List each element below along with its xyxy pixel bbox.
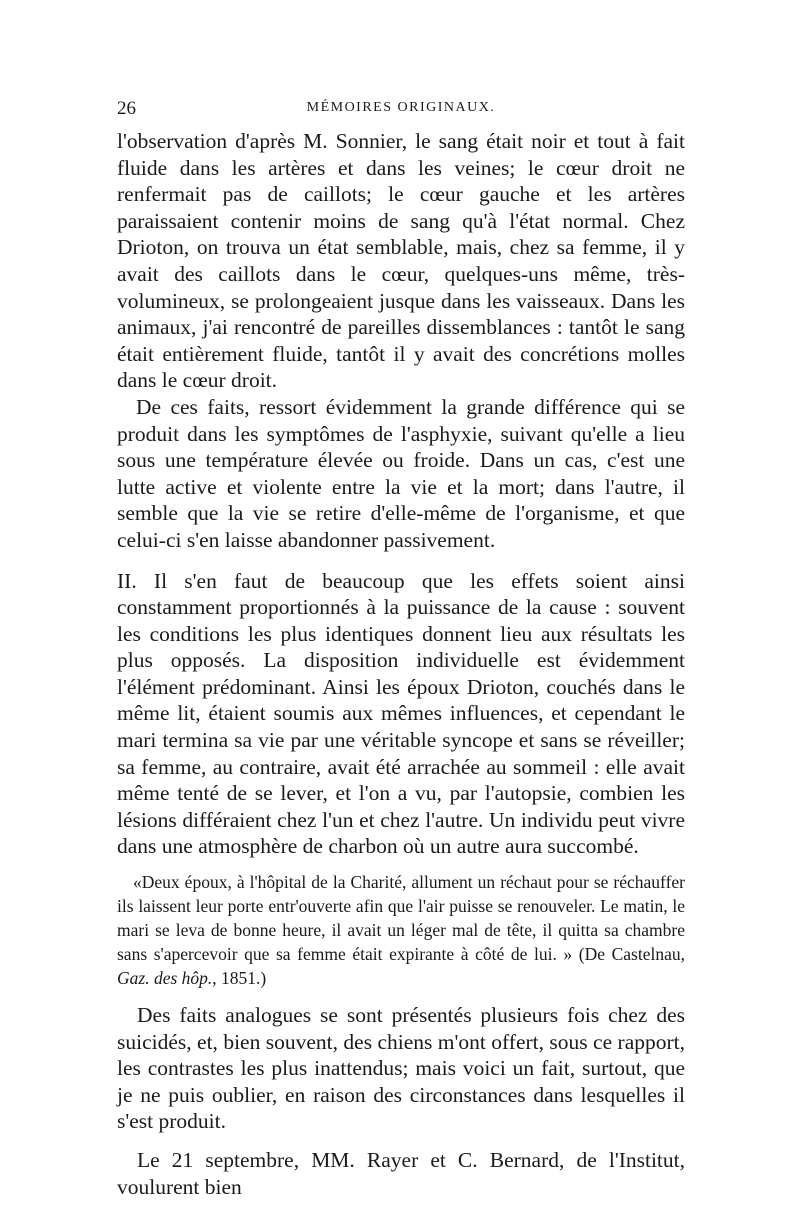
paragraph-asphyxie: De ces faits, ressort évidemment la grande différence qui se produit dans les symptômes de l'asphyxie, suivant qu'elle a lieu sous une température élevée ou froide. Dans un cas, c'est une lutte active et violente entre la vie et la mort; dans l'autre, il semble que la vie se retire d'elle-même de l'organisme, et que celui-ci s'en laisse abandonner passivement. bbox=[117, 394, 685, 552]
quoted-case bbox=[117, 870, 685, 990]
paragraph-september: Le 21 septembre, MM. Rayer et C. Bernard, de l'Institut, voulurent bien bbox=[117, 1148, 685, 1199]
paragraph-section-ii: II. Il s'en faut de beaucoup que les effets soient ainsi constamment proportionnés à la puissance de la cause : souvent les conditions les plus identiques donnent lieu aux résultats les plus opposés. La disposition individuelle est évidemment l'élément prédominant. Ainsi les époux Drioton, couchés dans le même lit, étaient soumis aux mêmes influences, et cependant le mari termina sa vie par une véritable syncope et sans se réveiller; sa femme, au contraire, avait été arrachée au sommeil : elle avait même tenté de se lever, et l'on a vu, par l'autopsie, combien les lésions différaient chez l'un et chez l'autre. Un individu peut vivre dans une atmosphère de charbon où un autre aura succombé. bbox=[117, 568, 685, 859]
running-title: MÉMOIRES ORIGINAUX. bbox=[306, 100, 496, 115]
quote-text: «Deux époux, à l'hôpital de la Charité, allument un réchaut pour se réchauffer ils laissent leur porte entr'ouverte afin que l'air puisse se renouveler. Le matin, le mari se leva de bonne heure, il avait un léger mal de tête, il quitta sa chambre sans s'apercevoir que sa femme était expirante à côté de lui. » (De Castelnau, bbox=[117, 872, 685, 965]
quote-year: , 1851.) bbox=[212, 968, 267, 989]
page-header bbox=[117, 98, 685, 124]
paragraph-continuation: l'observation d'après M. Sonnier, le sang était noir et tout à fait fluide dans les artères et dans les veines; le cœur droit ne renfermait pas de caillots; le cœur gauche et les artères paraissaient contenir moins de sang qu'à l'état normal. Chez Drioton, on trouva un état semblable, mais, chez sa femme, il y avait des caillots dans le cœur, quelques-uns même, très-volumineux, se prolongeaient jusque dans les vaisseaux. Dans les animaux, j'ai rencontré de pareilles dissemblances : tantôt le sang était entièrement fluide, tantôt il y avait des concrétions molles dans le cœur droit. bbox=[117, 129, 685, 393]
page-number: 26 bbox=[117, 98, 136, 119]
quote-reference: Gaz. des hôp. bbox=[117, 968, 213, 989]
body-text bbox=[117, 128, 685, 1200]
paragraph-analogues: Des faits analogues se sont présentés plusieurs fois chez des suicidés, et, bien souvent, des chiens m'ont offert, sous ce rapport, les contrastes les plus inattendus; mais voici un fait, surtout, que je ne puis oublier, en raison des circonstances dans lesquelles il s'est produit. bbox=[117, 1003, 685, 1134]
